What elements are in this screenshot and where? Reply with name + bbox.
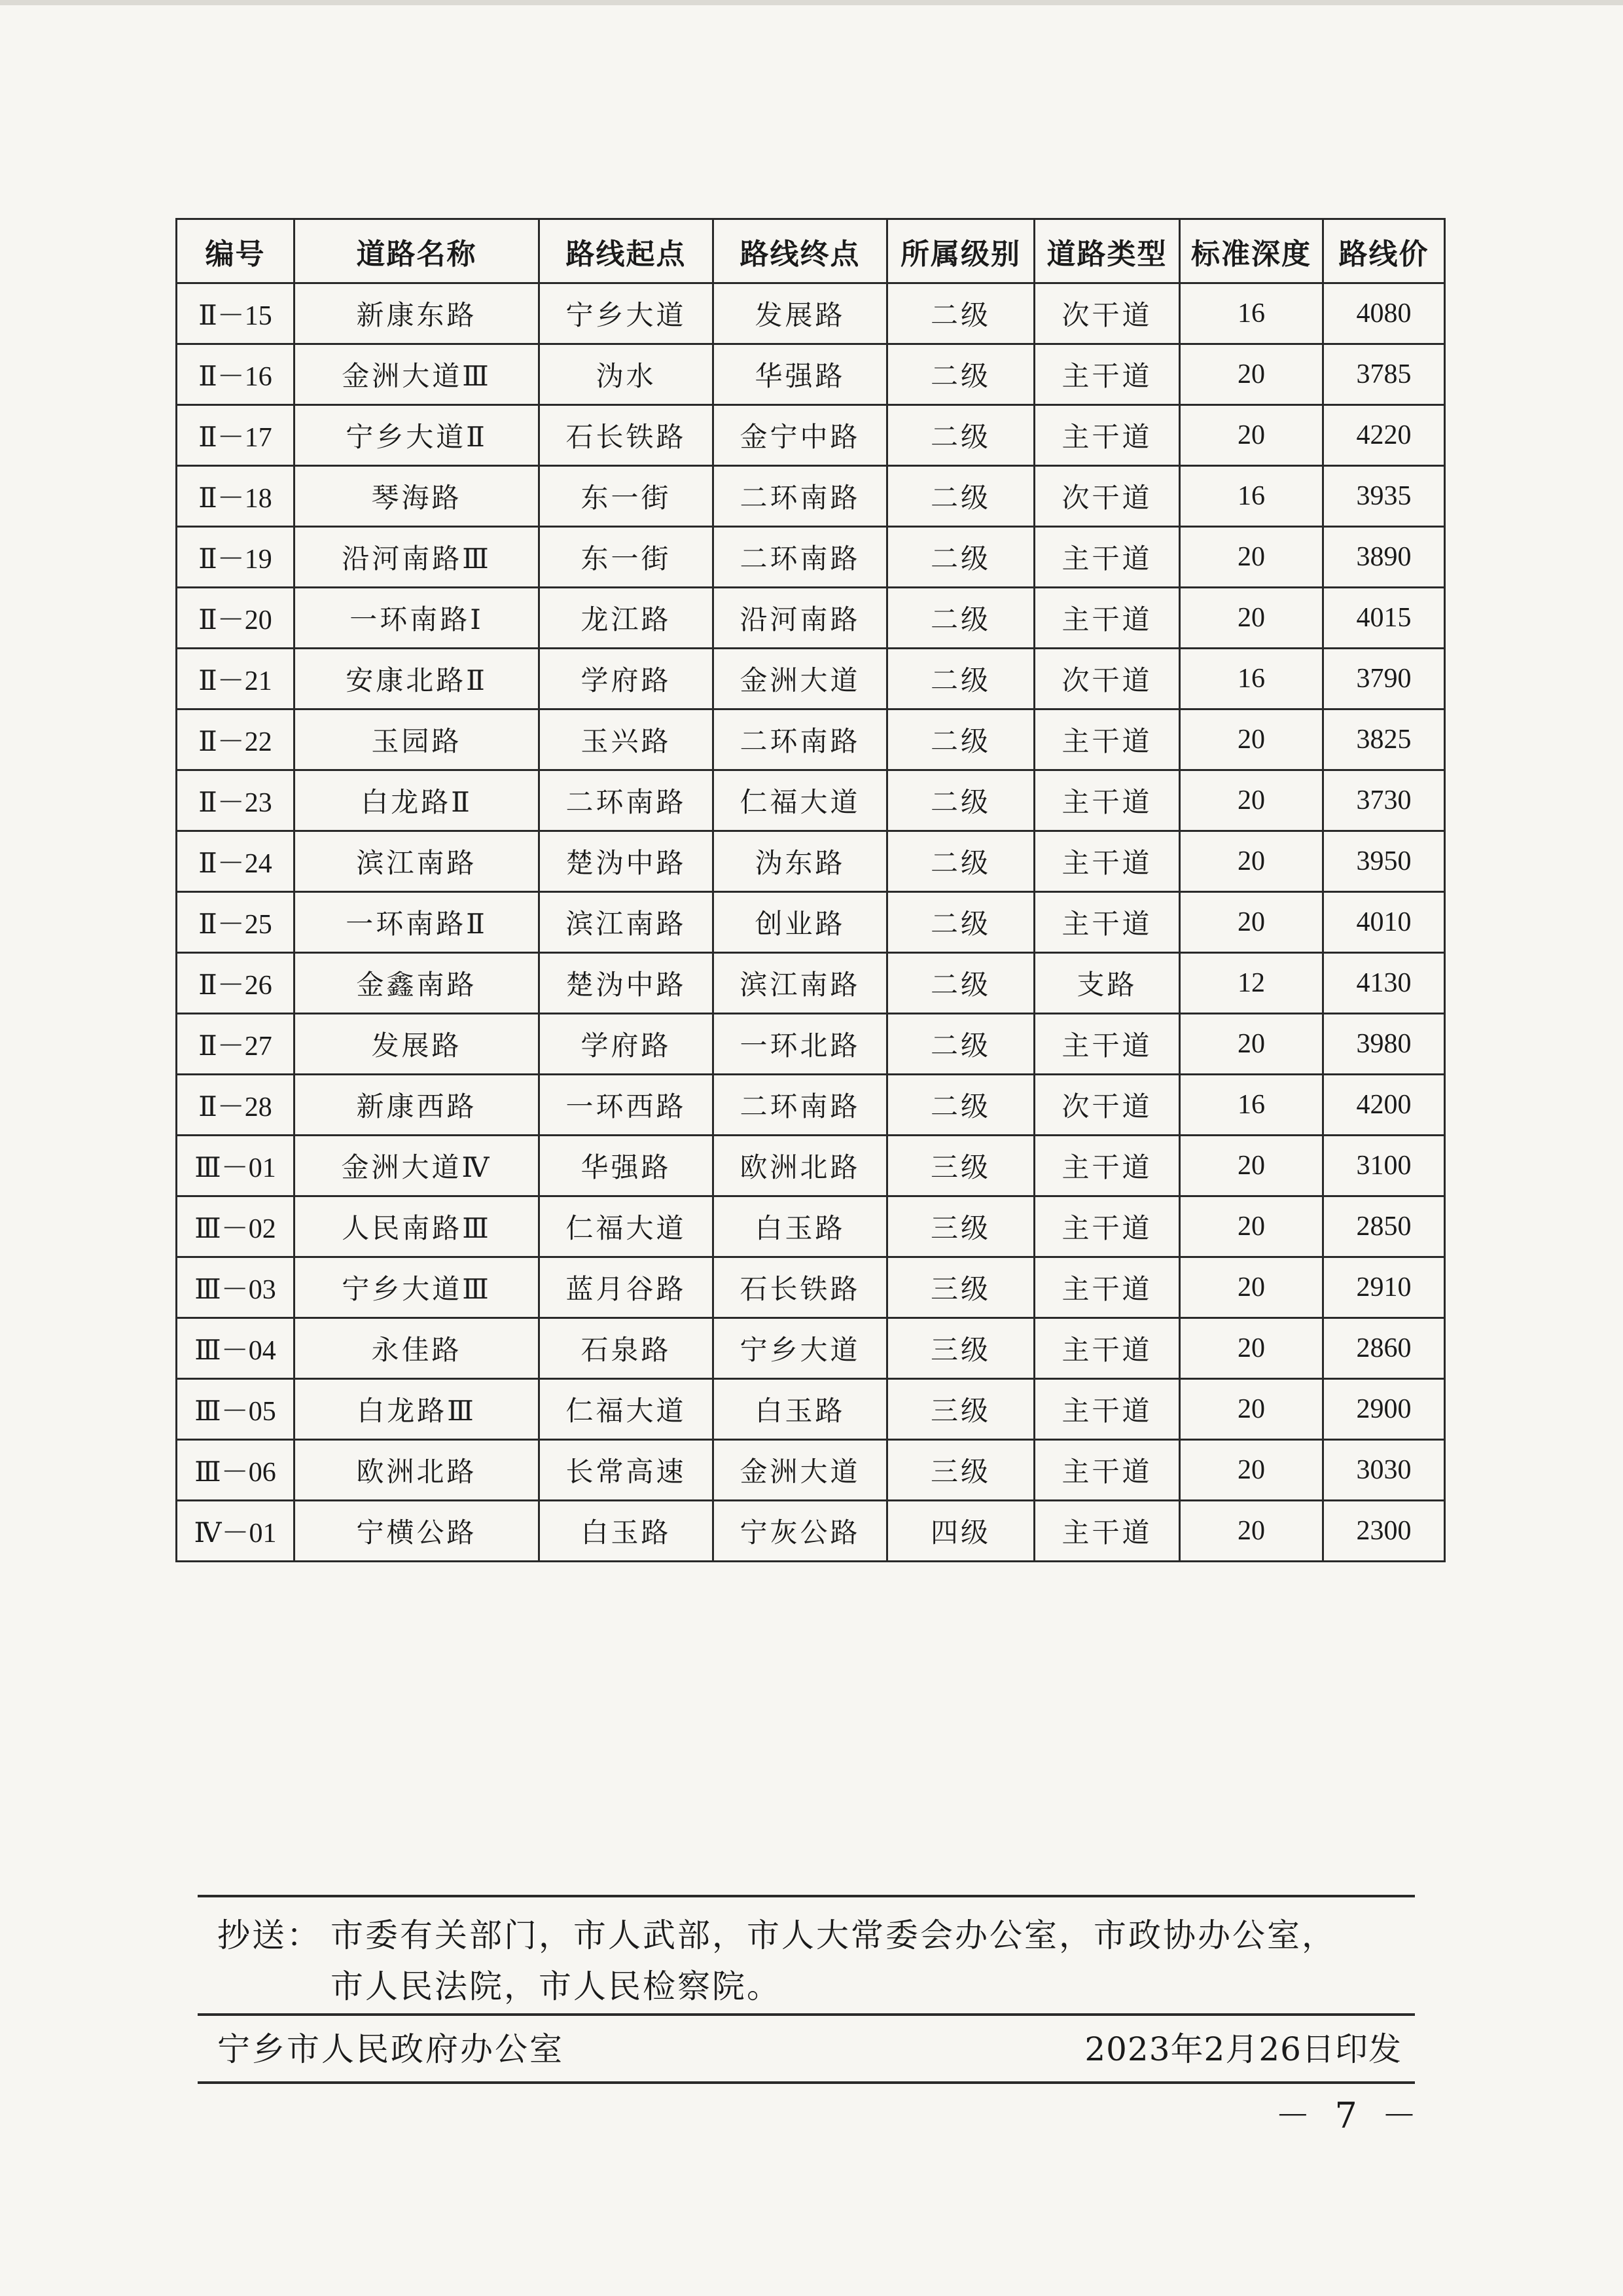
cell-road-name: 玉园路 (294, 709, 539, 770)
scan-edge (0, 0, 1623, 5)
cell-route-price: 3890 (1323, 527, 1445, 588)
cell-start-point: 楚沩中路 (539, 831, 713, 892)
cell-start-point: 蓝月谷路 (539, 1257, 713, 1318)
cell-code: Ⅲ－02 (177, 1196, 294, 1257)
cell-start-point: 石泉路 (539, 1318, 713, 1379)
cell-standard-depth: 16 (1180, 283, 1323, 344)
table-row (177, 1257, 1445, 1318)
cell-road-name: 金洲大道Ⅲ (294, 344, 539, 405)
cell-end-point: 金洲大道 (713, 649, 887, 709)
cell-start-point: 东一街 (539, 466, 713, 527)
cell-end-point: 金洲大道 (713, 1440, 887, 1501)
cell-road-name: 白龙路Ⅲ (294, 1379, 539, 1440)
cell-end-point: 宁乡大道 (713, 1318, 887, 1379)
cell-start-point: 一环西路 (539, 1075, 713, 1136)
road-price-table (175, 218, 1446, 1562)
cell-road-type: 主干道 (1035, 1136, 1180, 1196)
cell-road-name: 一环南路Ⅱ (294, 892, 539, 953)
cell-start-point: 仁福大道 (539, 1196, 713, 1257)
cell-end-point: 一环北路 (713, 1014, 887, 1075)
cell-road-type: 主干道 (1035, 588, 1180, 649)
cell-end-point: 金宁中路 (713, 405, 887, 466)
cell-end-point: 创业路 (713, 892, 887, 953)
cell-road-type: 次干道 (1035, 1075, 1180, 1136)
table-row (177, 588, 1445, 649)
cell-road-name: 金鑫南路 (294, 953, 539, 1014)
cell-road-type: 主干道 (1035, 831, 1180, 892)
cell-start-point: 白玉路 (539, 1501, 713, 1562)
cell-code: Ⅱ－28 (177, 1075, 294, 1136)
cell-grade: 二级 (887, 1075, 1035, 1136)
cell-road-name: 安康北路Ⅱ (294, 649, 539, 709)
table-row (177, 649, 1445, 709)
cell-start-point: 滨江南路 (539, 892, 713, 953)
cell-start-point: 石长铁路 (539, 405, 713, 466)
cell-standard-depth: 20 (1180, 1440, 1323, 1501)
cell-end-point: 沩东路 (713, 831, 887, 892)
cell-grade: 四级 (887, 1501, 1035, 1562)
cell-road-name: 一环南路Ⅰ (294, 588, 539, 649)
cell-road-name: 发展路 (294, 1014, 539, 1075)
table-row (177, 1196, 1445, 1257)
table-row (177, 1501, 1445, 1562)
cell-route-price: 2910 (1323, 1257, 1445, 1318)
issue-date: 2023年2月26日印发 (1084, 2030, 1402, 2068)
cell-code: Ⅱ－20 (177, 588, 294, 649)
cell-road-type: 次干道 (1035, 283, 1180, 344)
cell-route-price: 4080 (1323, 283, 1445, 344)
header-grade: 所属级别 (887, 219, 1035, 283)
cell-grade: 二级 (887, 892, 1035, 953)
cell-code: Ⅱ－21 (177, 649, 294, 709)
cell-start-point: 长常高速 (539, 1440, 713, 1501)
cell-grade: 二级 (887, 649, 1035, 709)
cell-route-price: 2850 (1323, 1196, 1445, 1257)
cell-standard-depth: 16 (1180, 466, 1323, 527)
cell-road-name: 宁乡大道Ⅱ (294, 405, 539, 466)
cell-road-name: 欧洲北路 (294, 1440, 539, 1501)
cell-route-price: 3935 (1323, 466, 1445, 527)
cell-grade: 二级 (887, 953, 1035, 1014)
cell-standard-depth: 20 (1180, 1136, 1323, 1196)
table-row (177, 466, 1445, 527)
cell-route-price: 3950 (1323, 831, 1445, 892)
cell-standard-depth: 20 (1180, 1501, 1323, 1562)
cell-code: Ⅱ－26 (177, 953, 294, 1014)
cell-start-point: 学府路 (539, 1014, 713, 1075)
cell-road-type: 主干道 (1035, 405, 1180, 466)
cell-road-name: 新康西路 (294, 1075, 539, 1136)
table-row (177, 344, 1445, 405)
cell-start-point: 龙江路 (539, 588, 713, 649)
cell-road-type: 主干道 (1035, 1379, 1180, 1440)
cell-code: Ⅱ－22 (177, 709, 294, 770)
cell-road-type: 主干道 (1035, 1501, 1180, 1562)
cell-grade: 二级 (887, 283, 1035, 344)
table-row (177, 1014, 1445, 1075)
cell-start-point: 楚沩中路 (539, 953, 713, 1014)
cell-road-type: 次干道 (1035, 466, 1180, 527)
cell-start-point: 东一街 (539, 527, 713, 588)
cell-road-name: 金洲大道Ⅳ (294, 1136, 539, 1196)
cell-road-type: 主干道 (1035, 1014, 1180, 1075)
cell-standard-depth: 16 (1180, 649, 1323, 709)
cell-end-point: 二环南路 (713, 1075, 887, 1136)
cell-start-point: 二环南路 (539, 770, 713, 831)
cell-route-price: 3980 (1323, 1014, 1445, 1075)
cell-grade: 二级 (887, 709, 1035, 770)
cell-route-price: 3785 (1323, 344, 1445, 405)
cell-standard-depth: 20 (1180, 709, 1323, 770)
cell-end-point: 华强路 (713, 344, 887, 405)
cell-route-price: 3790 (1323, 649, 1445, 709)
cell-start-point: 学府路 (539, 649, 713, 709)
cell-grade: 三级 (887, 1379, 1035, 1440)
cell-road-type: 主干道 (1035, 1196, 1180, 1257)
table-row (177, 1440, 1445, 1501)
cell-end-point: 沿河南路 (713, 588, 887, 649)
cell-road-type: 主干道 (1035, 892, 1180, 953)
cell-standard-depth: 20 (1180, 588, 1323, 649)
cell-road-type: 主干道 (1035, 1440, 1180, 1501)
table-row (177, 1318, 1445, 1379)
cell-route-price: 3730 (1323, 770, 1445, 831)
cell-end-point: 白玉路 (713, 1379, 887, 1440)
table-row (177, 892, 1445, 953)
cell-road-name: 白龙路Ⅱ (294, 770, 539, 831)
cell-code: Ⅲ－06 (177, 1440, 294, 1501)
cell-start-point: 华强路 (539, 1136, 713, 1196)
header-code: 编号 (177, 219, 294, 283)
cell-road-name: 人民南路Ⅲ (294, 1196, 539, 1257)
cell-code: Ⅲ－05 (177, 1379, 294, 1440)
header-route-price: 路线价 (1323, 219, 1445, 283)
table-row (177, 953, 1445, 1014)
cell-route-price: 2300 (1323, 1501, 1445, 1562)
cell-standard-depth: 20 (1180, 527, 1323, 588)
cell-route-price: 3825 (1323, 709, 1445, 770)
cell-grade: 二级 (887, 405, 1035, 466)
cell-end-point: 发展路 (713, 283, 887, 344)
cell-grade: 三级 (887, 1136, 1035, 1196)
cell-standard-depth: 20 (1180, 1318, 1323, 1379)
cell-end-point: 仁福大道 (713, 770, 887, 831)
cell-road-type: 主干道 (1035, 770, 1180, 831)
cell-grade: 二级 (887, 1014, 1035, 1075)
cell-start-point: 玉兴路 (539, 709, 713, 770)
cell-code: Ⅱ－16 (177, 344, 294, 405)
cell-code: Ⅱ－27 (177, 1014, 294, 1075)
cell-code: Ⅳ－01 (177, 1501, 294, 1562)
cell-standard-depth: 20 (1180, 405, 1323, 466)
cell-route-price: 4200 (1323, 1075, 1445, 1136)
cell-standard-depth: 20 (1180, 1014, 1323, 1075)
header-road-name: 道路名称 (294, 219, 539, 283)
cell-end-point: 白玉路 (713, 1196, 887, 1257)
cell-code: Ⅱ－24 (177, 831, 294, 892)
cell-road-type: 支路 (1035, 953, 1180, 1014)
cell-code: Ⅲ－01 (177, 1136, 294, 1196)
cell-code: Ⅲ－04 (177, 1318, 294, 1379)
cell-grade: 二级 (887, 831, 1035, 892)
cell-route-price: 2860 (1323, 1318, 1445, 1379)
issuing-office: 宁乡市人民政府办公室 (217, 2030, 564, 2068)
cell-route-price: 2900 (1323, 1379, 1445, 1440)
cell-grade: 二级 (887, 466, 1035, 527)
cell-route-price: 4015 (1323, 588, 1445, 649)
page-number: － 7 － (1275, 2095, 1423, 2136)
header-end-point: 路线终点 (713, 219, 887, 283)
cc-recipients-line1: 市委有关部门，市人武部，市人大常委会办公室，市政协办公室， (330, 1916, 1336, 1954)
cell-end-point: 二环南路 (713, 466, 887, 527)
header-road-type: 道路类型 (1035, 219, 1180, 283)
cell-start-point: 宁乡大道 (539, 283, 713, 344)
cell-grade: 二级 (887, 527, 1035, 588)
cell-route-price: 4220 (1323, 405, 1445, 466)
cell-grade: 三级 (887, 1257, 1035, 1318)
cell-code: Ⅱ－15 (177, 283, 294, 344)
table-row (177, 1136, 1445, 1196)
cc-recipients-line2: 市人民法院，市人民检察院。 (330, 1967, 781, 2005)
cell-grade: 三级 (887, 1440, 1035, 1501)
cell-road-name: 沿河南路Ⅲ (294, 527, 539, 588)
cell-road-name: 宁乡大道Ⅲ (294, 1257, 539, 1318)
header-start-point: 路线起点 (539, 219, 713, 283)
cell-road-name: 新康东路 (294, 283, 539, 344)
cell-road-type: 主干道 (1035, 1257, 1180, 1318)
cell-road-type: 主干道 (1035, 709, 1180, 770)
cell-end-point: 二环南路 (713, 709, 887, 770)
footer-top-rule (198, 1895, 1415, 1897)
cell-standard-depth: 20 (1180, 1379, 1323, 1440)
cell-standard-depth: 20 (1180, 770, 1323, 831)
cell-road-name: 宁横公路 (294, 1501, 539, 1562)
cc-label: 抄送： (217, 1916, 321, 1954)
cell-end-point: 滨江南路 (713, 953, 887, 1014)
cell-end-point: 二环南路 (713, 527, 887, 588)
cell-code: Ⅱ－25 (177, 892, 294, 953)
cell-route-price: 3030 (1323, 1440, 1445, 1501)
cell-standard-depth: 20 (1180, 344, 1323, 405)
cell-standard-depth: 20 (1180, 1257, 1323, 1318)
header-standard-depth: 标准深度 (1180, 219, 1323, 283)
cell-grade: 二级 (887, 588, 1035, 649)
table-row (177, 283, 1445, 344)
cell-route-price: 4130 (1323, 953, 1445, 1014)
table-row (177, 1075, 1445, 1136)
cell-code: Ⅲ－03 (177, 1257, 294, 1318)
cell-road-name: 滨江南路 (294, 831, 539, 892)
cell-road-name: 琴海路 (294, 466, 539, 527)
cell-end-point: 欧洲北路 (713, 1136, 887, 1196)
cell-standard-depth: 20 (1180, 1196, 1323, 1257)
cell-code: Ⅱ－17 (177, 405, 294, 466)
footer-bottom-rule (198, 2081, 1415, 2084)
cell-road-name: 永佳路 (294, 1318, 539, 1379)
table-header-row (177, 219, 1445, 283)
cell-code: Ⅱ－23 (177, 770, 294, 831)
cell-end-point: 石长铁路 (713, 1257, 887, 1318)
cell-route-price: 4010 (1323, 892, 1445, 953)
cell-grade: 二级 (887, 344, 1035, 405)
table-row (177, 1379, 1445, 1440)
cell-code: Ⅱ－18 (177, 466, 294, 527)
table-row (177, 527, 1445, 588)
cell-road-type: 主干道 (1035, 1318, 1180, 1379)
cell-end-point: 宁灰公路 (713, 1501, 887, 1562)
cell-road-type: 主干道 (1035, 344, 1180, 405)
cell-grade: 二级 (887, 770, 1035, 831)
cell-start-point: 沩水 (539, 344, 713, 405)
cell-code: Ⅱ－19 (177, 527, 294, 588)
cell-grade: 三级 (887, 1196, 1035, 1257)
cell-route-price: 3100 (1323, 1136, 1445, 1196)
table-row (177, 770, 1445, 831)
table-row (177, 405, 1445, 466)
cell-standard-depth: 20 (1180, 831, 1323, 892)
cell-grade: 三级 (887, 1318, 1035, 1379)
cell-road-type: 次干道 (1035, 649, 1180, 709)
table-body (177, 283, 1445, 1562)
table-row (177, 831, 1445, 892)
cell-standard-depth: 16 (1180, 1075, 1323, 1136)
cell-road-type: 主干道 (1035, 527, 1180, 588)
cell-start-point: 仁福大道 (539, 1379, 713, 1440)
cell-standard-depth: 12 (1180, 953, 1323, 1014)
cell-standard-depth: 20 (1180, 892, 1323, 953)
footer-middle-rule (198, 2013, 1415, 2016)
table-row (177, 709, 1445, 770)
